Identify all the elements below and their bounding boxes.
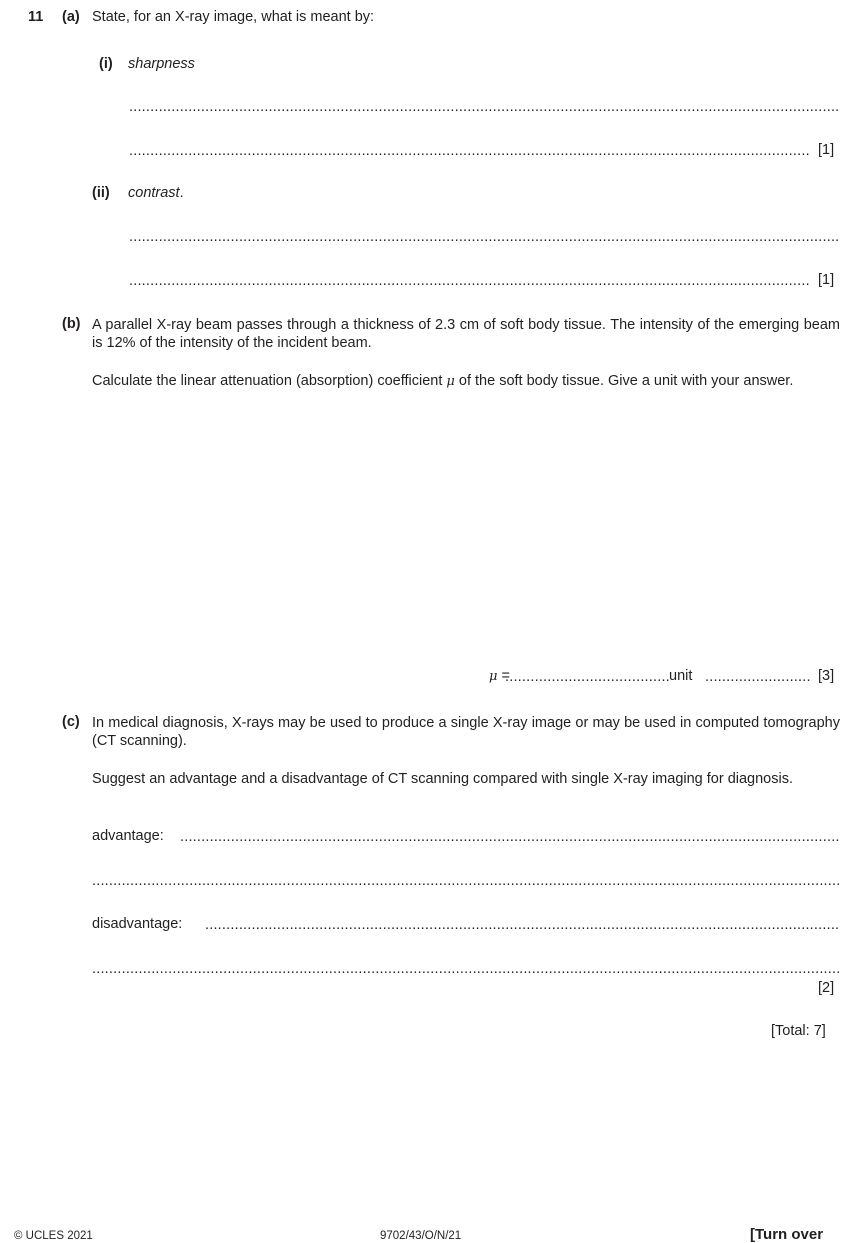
part-a-stem: State, for an X-ray image, what is meant by:	[92, 9, 375, 25]
disadvantage-field[interactable]	[205, 916, 839, 934]
paper-code: 9702/43/O/N/21	[380, 1230, 462, 1242]
answer-line[interactable]	[92, 960, 839, 978]
turn-over: [Turn over	[750, 1226, 824, 1243]
mu-value-field[interactable]	[505, 668, 669, 686]
part-c-instruction: Suggest an advantage and a disadvantage of CT scanning compared with single X-ray imaging for diagnosis.	[92, 771, 793, 787]
mu-symbol: μ	[446, 374, 455, 389]
marks-label: [1]	[818, 142, 835, 158]
part-b-text: A parallel X-ray beam passes through a thickness of 2.3 cm of soft body tissue. The intensity of the emerging beam is 12% of the intensity of the incident beam.	[92, 317, 840, 351]
part-b-label: (b)	[62, 316, 81, 332]
part-c-label: (c)	[62, 714, 80, 730]
unit-field[interactable]	[705, 668, 811, 686]
marks-label: [1]	[818, 272, 835, 288]
answer-line[interactable]	[129, 142, 811, 160]
advantage-label: advantage:	[92, 828, 164, 844]
unit-label: unit	[669, 668, 693, 684]
mu-answer-line: μ =	[489, 668, 510, 684]
answer-line[interactable]	[92, 872, 839, 890]
answer-line[interactable]	[129, 228, 839, 246]
part-b-instruction: Calculate the linear attenuation (absorption) coefficient μ of the soft body tissue. Give a unit with your answer.	[92, 373, 794, 389]
marks-label: [2]	[818, 980, 835, 996]
part-a-label: (a)	[62, 9, 80, 25]
advantage-field[interactable]	[180, 828, 839, 846]
part-c-text: In medical diagnosis, X-rays may be used to produce a single X-ray image or may be used in computed tomography (CT scanning).	[92, 715, 840, 749]
part-a-i-label: (i)	[99, 56, 113, 72]
question-number: 11	[28, 9, 44, 25]
answer-line[interactable]	[129, 98, 839, 116]
part-a-ii-term: contrast.	[128, 185, 184, 201]
disadvantage-label: disadvantage:	[92, 916, 183, 932]
copyright: © UCLES 2021	[14, 1230, 93, 1242]
total-marks: [Total: 7]	[771, 1023, 826, 1039]
marks-label: [3]	[818, 668, 835, 684]
answer-line[interactable]	[129, 272, 811, 290]
part-a-i-term: sharpness	[128, 56, 195, 72]
part-a-ii-label: (ii)	[92, 185, 110, 201]
